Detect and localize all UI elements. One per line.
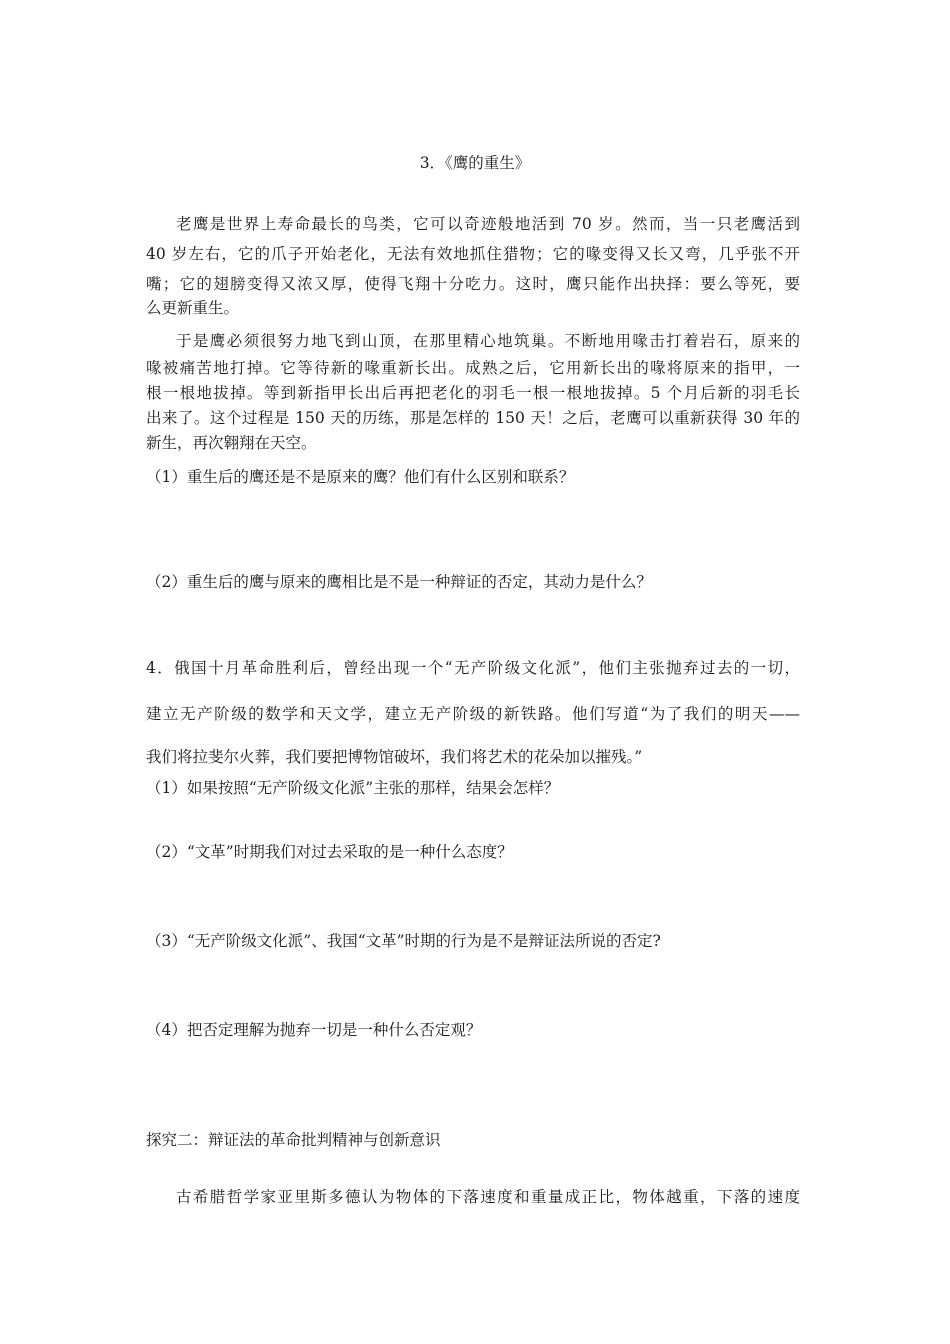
paragraph-line: 40 岁左右，它的爪子开始老化，无法有效地抓住猎物；它的喙变得又长又弯，几乎张不开 xyxy=(146,245,800,263)
question-item: （4）把否定理解为抛弃一切是一种什么否定观？ xyxy=(146,1021,482,1039)
question-item: （1）如果按照“无产阶级文化派”主张的那样，结果会怎样？ xyxy=(146,779,560,797)
question-item: （3）“无产阶级文化派”、我国“文革”时期的行为是不是辩证法所说的否定? xyxy=(146,932,661,950)
paragraph-line: 喙被痛苦地打掉。它等待新的喙重新长出。成熟之后，它用新长出的喙将原来的指甲，一 xyxy=(146,359,800,377)
paragraph-line: 老鹰是世界上寿命最长的鸟类，它可以奇迹般地活到 70 岁。然而，当一只老鹰活到 xyxy=(176,215,800,233)
paragraph-line: 根一根地拔掉。等到新指甲长出后再把老化的羽毛一根一根地拔掉。5 个月后新的羽毛长 xyxy=(146,384,800,402)
paragraph-line: 么更新重生。 xyxy=(146,299,240,317)
paragraph-line: 我们将拉斐尔火葬，我们要把博物馆破坏，我们将艺术的花朵加以摧残。” xyxy=(146,748,643,766)
paragraph-line: 古希腊哲学家亚里斯多德认为物体的下落速度和重量成正比，物体越重，下落的速度 xyxy=(176,1188,800,1206)
paragraph-line: 建立无产阶级的数学和天文学，建立无产阶级的新铁路。他们写道“为了我们的明天—— xyxy=(146,705,800,723)
paragraph-line: 4．俄国十月革命胜利后，曾经出现一个“无产阶级文化派”，他们主张抛弃过去的一切， xyxy=(146,659,800,677)
section-title: 3．《鹰的重生》 xyxy=(419,154,531,172)
question-item: （1）重生后的鹰还是不是原来的鹰？他们有什么区别和联系？ xyxy=(146,468,575,486)
question-item: （2）重生后的鹰与原来的鹰相比是不是一种辩证的否定，其动力是什么？ xyxy=(146,573,652,591)
paragraph-line: 于是鹰必须很努力地飞到山顶，在那里精心地筑巢。不断地用喙击打着岩石，原来的 xyxy=(176,332,800,350)
question-item: （2）“文革”时期我们对过去采取的是一种什么态度？ xyxy=(146,843,513,861)
paragraph-line: 出来了。这个过程是 150 天的历练，那是怎样的 150 天！之后，老鹰可以重新获得 30 年的 xyxy=(146,409,800,427)
paragraph-line: 嘴；它的翅膀变得又浓又厚，使得飞翔十分吃力。这时，鹰只能作出抉择：要么等死，要 xyxy=(146,275,800,293)
paragraph-line: 新生，再次翱翔在天空。 xyxy=(146,434,317,452)
section-heading: 探究二：辩证法的革命批判精神与创新意识 xyxy=(146,1131,441,1149)
